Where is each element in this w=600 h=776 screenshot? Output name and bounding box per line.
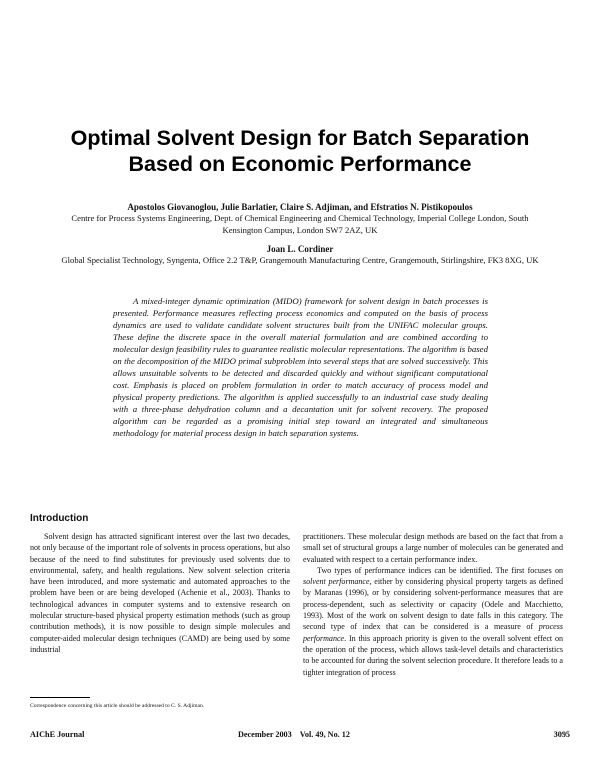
title-line-2: Based on Economic Performance [128,152,472,176]
text-run: , either by considering physical property targets as defined by Maranas (1996), or by considering solvent-performance measures that are process-dependent, such as selectivity or capacity (Odele and Macchietto, 1993). Most of the work on solvent design to date falls in this category. The second type of index that can be considered is a measure of [303,577,563,632]
page-footer [30,730,570,740]
text-run: . In this approach priority is given to the overall solvent effect on the operation of the process, which allows task-level details and characteristics to be accounted for during the solvent selection procedure. It therefore leads to a tighter integration of process [303,633,563,677]
affiliation-1: Centre for Process Systems Engineering, Dept. of Chemical Engineering and Chemical Technology, Imperial College London, South Kensington Campus, London SW7 2AZ, UK [71,213,529,235]
footnote: Correspondence concerning this article should be addressed to C. S. Adjiman. [30,703,205,709]
paragraph [303,565,563,678]
body-column-left [30,531,290,691]
abstract: A mixed-integer dynamic optimization (MIDO) framework for solvent design in batch processes is presented. Performance measures reflecting process economics and computed on the basis of process dynamics are used to validate candidate solvent structures built from the UNIFAC molecular groups. These define the discrete space in the overall material formulation and are combined according to molecular design feasibility rules to guarantee realistic molecular representations. The algorithm is based on the decomposition of the MIDO primal subproblem into several steps that are solved successively. This allows unsuitable solvents to be detected and discarded quickly and without significant computational cost. Emphasis is placed on problem formulation in order to match accuracy of process model and physical property predictions. The algorithm is applied successfully to an industrial case study dealing with a three-phase dehydration column and a decantation unit for solvent recovery. The proposed algorithm can be regarded as a promising initial step toward an integrated and simultaneous methodology for material process design in batch separation systems. [113,296,488,438]
paragraph: practitioners. These molecular design methods are based on the fact that from a small set of structural groups a large number of molecules can be generated and evaluated with respect to a certain performance index. [303,532,563,564]
footer-journal-name: AIChE Journal [30,730,85,739]
footer-issue: December 2003 Vol. 49, No. 12 [238,730,350,739]
emphasis-text: process performance [303,622,563,643]
text-run: Two types of performance indices can be identified. The first focuses on [317,565,563,575]
affiliation-2: Global Specialist Technology, Syngenta, Office 2.2 T&P, Grangemouth Manufacturing Centre, Grangemouth, Stirlingshire, FK3 8XG, UK [61,255,539,265]
section-heading-introduction: Introduction [30,513,89,524]
footer-page-number: 3095 [553,730,570,739]
emphasis-text: solvent performance [303,577,370,587]
body-column-right [303,531,563,726]
paragraph: Solvent design has attracted significant interest over the last two decades, not only because of the important role of solvents in process operations, but also because of the need to find substitutes for previously used solvents due to environmental, safety, and health regulations. New solvent selection criteria have been introduced, and more systematic and automated approaches to the problem have been or are being developed (Achenie et al., 2003). Thanks to technological advances in computer systems and to extensive research on molecular structure-based physical property estimation methods (such as group contribution methods), it is now possible to design simple molecules and computer-aided molecular design techniques (CAMD) are being used by some industrial [30,532,290,654]
paper-title [40,125,560,177]
footnote-divider [30,697,90,698]
author-second-affiliation: Joan L. Cordiner [266,244,334,254]
author-list: Apostolos Giovanoglou, Julie Barlatier, Claire S. Adjiman, and Efstratios N. Pistikopoulos [127,202,473,212]
title-line-1: Optimal Solvent Design for Batch Separation [70,126,530,150]
